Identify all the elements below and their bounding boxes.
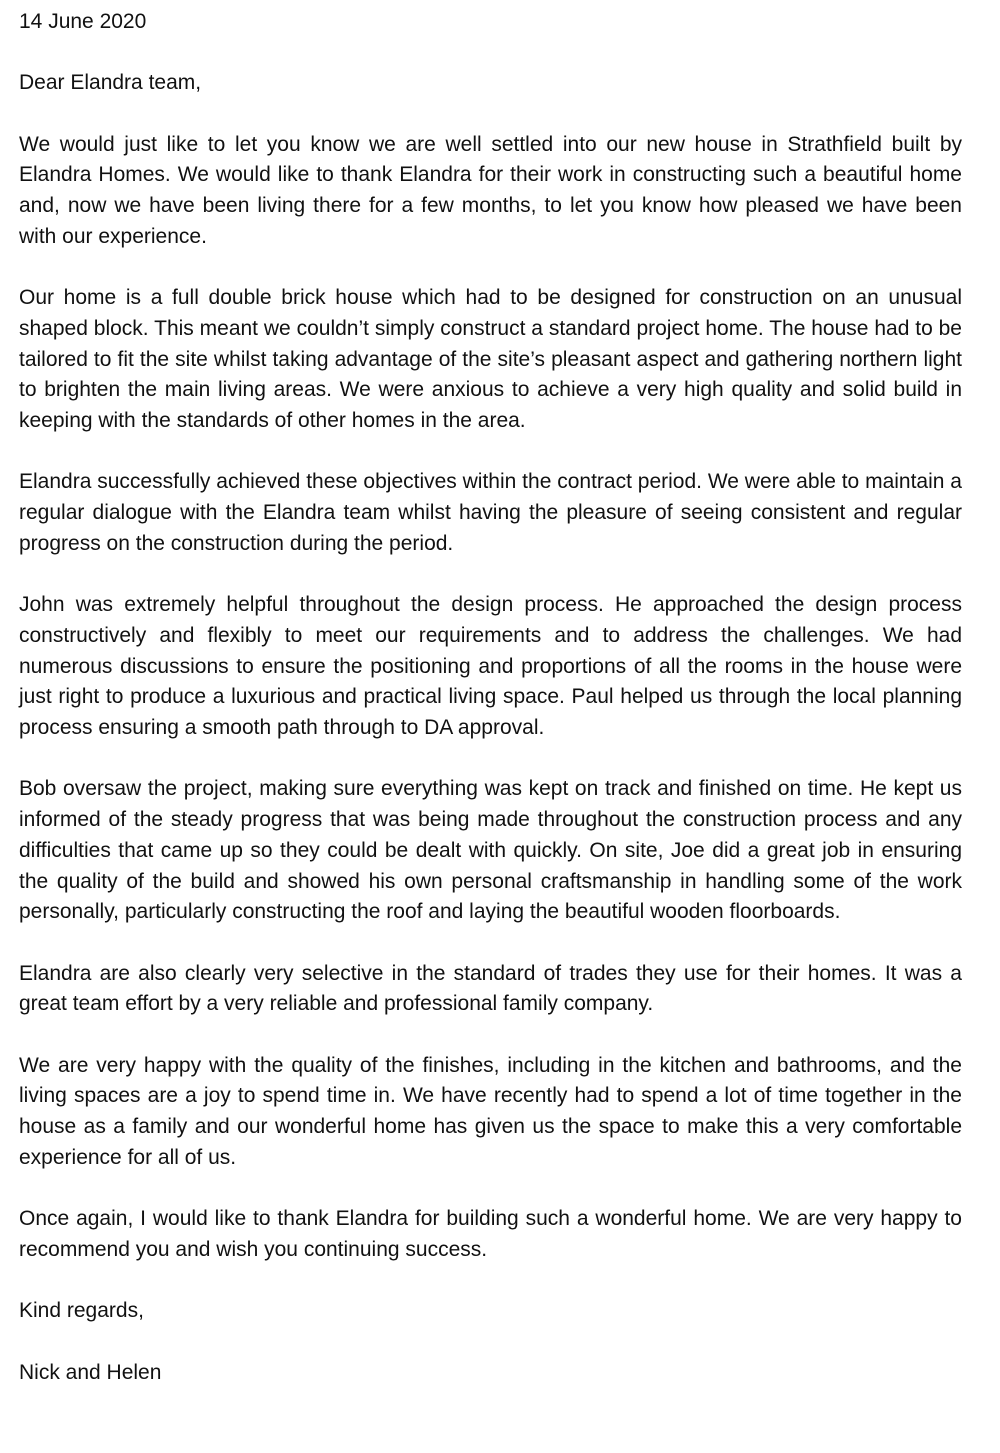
letter-paragraph: We are very happy with the quality of the finishes, including in the kitchen and bathrooms, and the living spaces are a joy to spend time in. We have recently had to spend a lot of time together in the house as a family and our wonderful home has given us the space to make this a very comfortable experience for all of us. (19, 1053, 962, 1169)
letter-paragraph: Our home is a full double brick house which had to be designed for construction on an unusual shaped block. This meant we couldn’t simply construct a standard project home. The house had to be tailored to fit the site whilst taking advantage of the site’s pleasant aspect and gathering northern light to brighten the main living areas. We were anxious to achieve a very high quality and solid build in keeping with the standards of other homes in the area. (19, 286, 962, 433)
letter-closing: Kind regards, (19, 1299, 144, 1323)
letter-date: 14 June 2020 (19, 10, 147, 33)
letter-paragraph: Once again, I would like to thank Elandra for building such a wonderful home. We are very happy to recommend you and wish you continuing success. (19, 1207, 962, 1261)
letter-body (19, 7, 962, 1388)
letter-paragraph: Elandra successfully achieved these objectives within the contract period. We were able to maintain a regular dialogue with the Elandra team whilst having the pleasure of seeing consistent and regular progress on the construction during the period. (19, 470, 962, 555)
letter-paragraph: We would just like to let you know we are well settled into our new house in Strathfield built by Elandra Homes. We would like to thank Elandra for their work in constructing such a beautiful home and, now we have been living there for a few months, to let you know how pleased we have been with our experience. (19, 132, 962, 248)
letter-signature: Nick and Helen (19, 1360, 162, 1384)
letter-paragraph: Elandra are also clearly very selective in the standard of trades they use for their homes. It was a great team effort by a very reliable and professional family company. (19, 961, 962, 1016)
letter-salutation: Dear Elandra team, (19, 71, 202, 95)
letter-paragraph: Bob oversaw the project, making sure everything was kept on track and finished on time. He kept us informed of the steady progress that was being made throughout the construction process and any difficulties that came up so they could be dealt with quickly. On site, Joe did a great job in ensuring the quality of the build and showed his own personal craftsmanship in handling some of the work personally, particularly constructing the roof and laying the beautiful wooden floorboards. (19, 777, 962, 924)
letter-paragraph: John was extremely helpful throughout the design process. He approached the design process constructively and flexibly to meet our requirements and to address the challenges. We had numerous discussions to ensure the positioning and proportions of all the rooms in the house were just right to produce a luxurious and practical living space. Paul helped us through the local planning process ensuring a smooth path through to DA approval. (19, 593, 962, 740)
